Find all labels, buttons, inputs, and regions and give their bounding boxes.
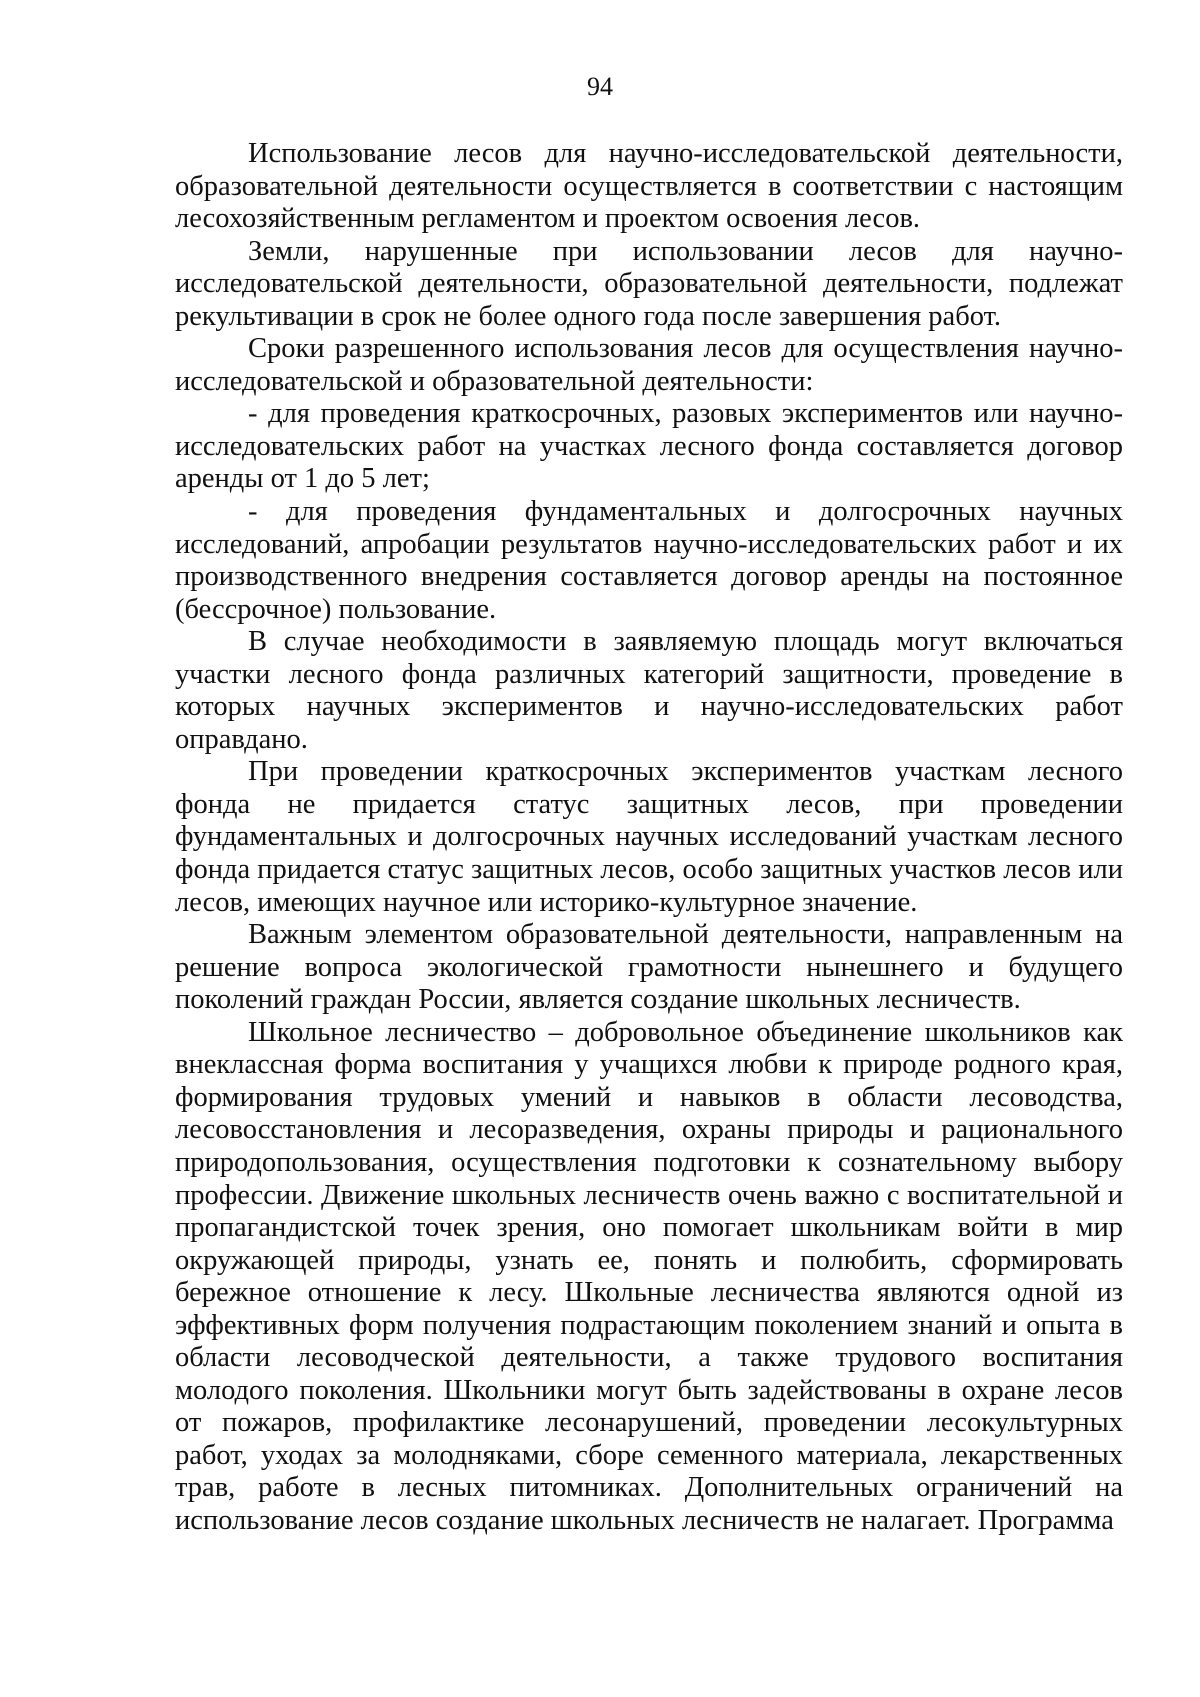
paragraph-protective-status: При проведении краткосрочных экспериментов участкам лесного фонда не придается статус защитных лесов, при проведении фундаментальных и долгосрочных научных исследований участкам лесного фонда придается статус защитных лесов, особо защитных участков лесов или лесов, имеющих научное или историко-культурное значение. — [175, 756, 1123, 918]
page-number: 94 — [587, 72, 613, 101]
paragraph-land-recultivation: Земли, нарушенные при использовании лесов для научно-исследовательской деятельности, образовательной деятельности, подлежат рекультивации в срок не более одного года после завершения работ. — [175, 235, 1123, 332]
paragraph-usage-terms: Сроки разрешенного использования лесов для осуществления научно-исследовательской и образовательной деятельности: — [175, 333, 1123, 397]
paragraph-protection-categories: В случае необходимости в заявляемую площадь могут включаться участки лесного фонда различных категорий защитности, проведение в которых научных экспериментов и научно-исследовательских работ оправдано. — [175, 626, 1123, 755]
list-item-long-term: - для проведения фундаментальных и долгосрочных научных исследований, апробации результатов научно-исследовательских работ и их производственного внедрения составляется договор аренды на постоянное (бессрочное) пользование. — [175, 496, 1123, 625]
paragraph-school-forestries-intro: Важным элементом образовательной деятельности, направленным на решение вопроса экологической грамотности нынешнего и будущего поколений граждан России, является создание школьных лесничеств. — [175, 919, 1123, 1016]
document-body — [175, 138, 1123, 1538]
paragraph-school-forestry: Школьное лесничество – добровольное объединение школьников как внеклассная форма воспитания у учащихся любви к природе родного края, формирования трудовых умений и навыков в области лесоводства, лесовосстановления и лесоразведения, охраны природы и рационального природопользования, осуществления подготовки к сознательному выбору профессии. Движение школьных лесничеств очень важно с воспитательной и пропагандистской точек зрения, оно помогает школьникам войти в мир окружающей природы, узнать ее, понять и полюбить, сформировать бережное отношение к лесу. Школьные лесничества являются одной из эффективных форм получения подрастающим поколением знаний и опыта в области лесоводческой деятельности, а также трудового воспитания молодого поколения. Школьники могут быть задействованы в охране лесов от пожаров, профилактике лесонарушений, проведении лесокультурных работ, уходах за молодняками, сборе семенного материала, лекарственных трав, работе в лесных питомниках. Дополнительных ограничений на использование лесов создание школьных лесничеств не налагает. Программа — [175, 1016, 1123, 1536]
paragraph-research-use: Использование лесов для научно-исследовательской деятельности, образовательной деятельности осуществляется в соответствии с настоящим лесохозяйственным регламентом и проектом освоения лесов. — [175, 138, 1123, 235]
list-item-short-term: - для проведения краткосрочных, разовых экспериментов или научно-исследовательских работ на участках лесного фонда составляется договор аренды от 1 до 5 лет; — [175, 398, 1123, 495]
